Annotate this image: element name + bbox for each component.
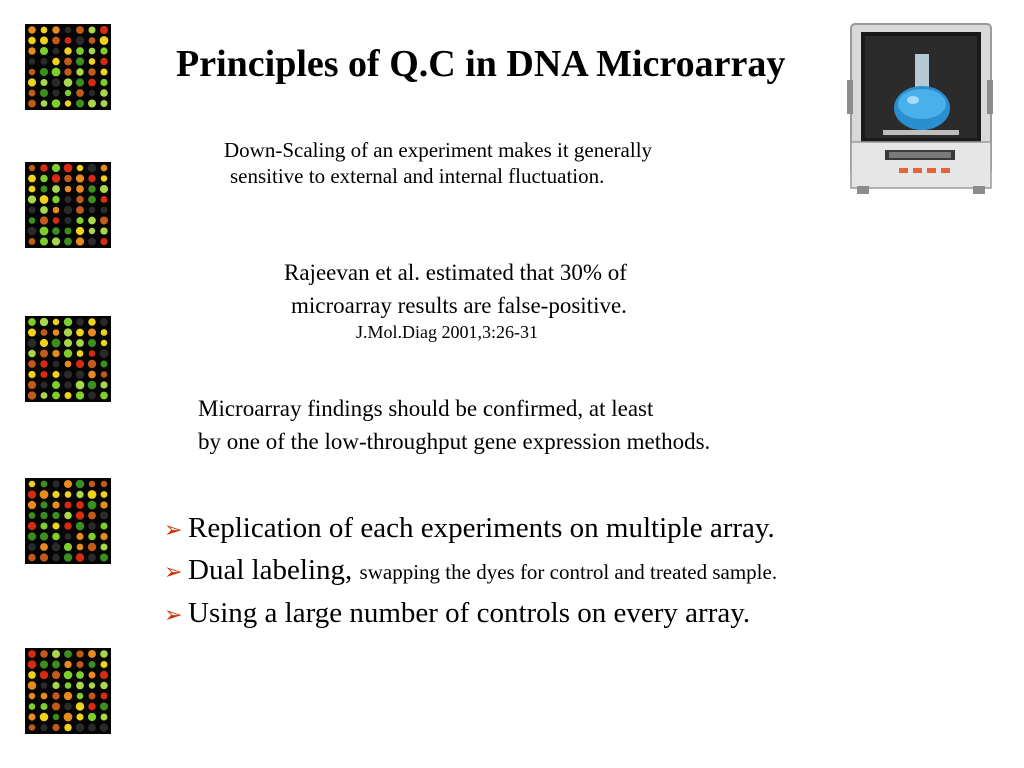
- intro-paragraph: [224, 137, 652, 190]
- confirmation-line-2: by one of the low-throughput gene expression methods.: [198, 429, 711, 455]
- bullet-text: Using a large number of controls on every array.: [188, 597, 751, 629]
- arrow-bullet-icon: ➢: [164, 559, 183, 584]
- microarray-image-1: [25, 24, 111, 110]
- intro-line-2: sensitive to external and internal fluctuation.: [230, 164, 605, 189]
- microarray-image-3: [25, 316, 111, 402]
- arrow-bullet-icon: ➢: [164, 602, 183, 627]
- false-positive-line-2: microarray results are false-positive.: [291, 293, 627, 319]
- slide-title: Principles of Q.C in DNA Microarray: [176, 43, 786, 85]
- bullet-text: Replication of each experiments on multiple array.: [188, 512, 775, 544]
- microarray-image-5: [25, 648, 111, 734]
- false-positive-line-1: Rajeevan et al. estimated that 30% of: [284, 260, 627, 285]
- bullet-item-replication: [164, 508, 777, 550]
- bullet-item-controls: [164, 593, 777, 635]
- qc-bullet-list: [164, 508, 777, 635]
- citation: J.Mol.Diag 2001,3:26-31: [356, 322, 538, 342]
- bullet-subtext: swapping the dyes for control and treated sample.: [359, 560, 778, 584]
- confirmation-line-1: Microarray findings should be confirmed, at least: [198, 396, 654, 421]
- bullet-item-dual-labeling: [164, 550, 777, 593]
- microarray-image-2: [25, 162, 111, 248]
- arrow-bullet-icon: ➢: [164, 517, 183, 542]
- analytical-balance-image: [843, 20, 997, 206]
- bullet-text: Dual labeling,: [188, 554, 353, 586]
- false-positive-paragraph: [284, 256, 627, 323]
- confirmation-paragraph: [198, 392, 710, 459]
- intro-line-1: Down-Scaling of an experiment makes it generally: [224, 138, 653, 162]
- microarray-image-4: [25, 478, 111, 564]
